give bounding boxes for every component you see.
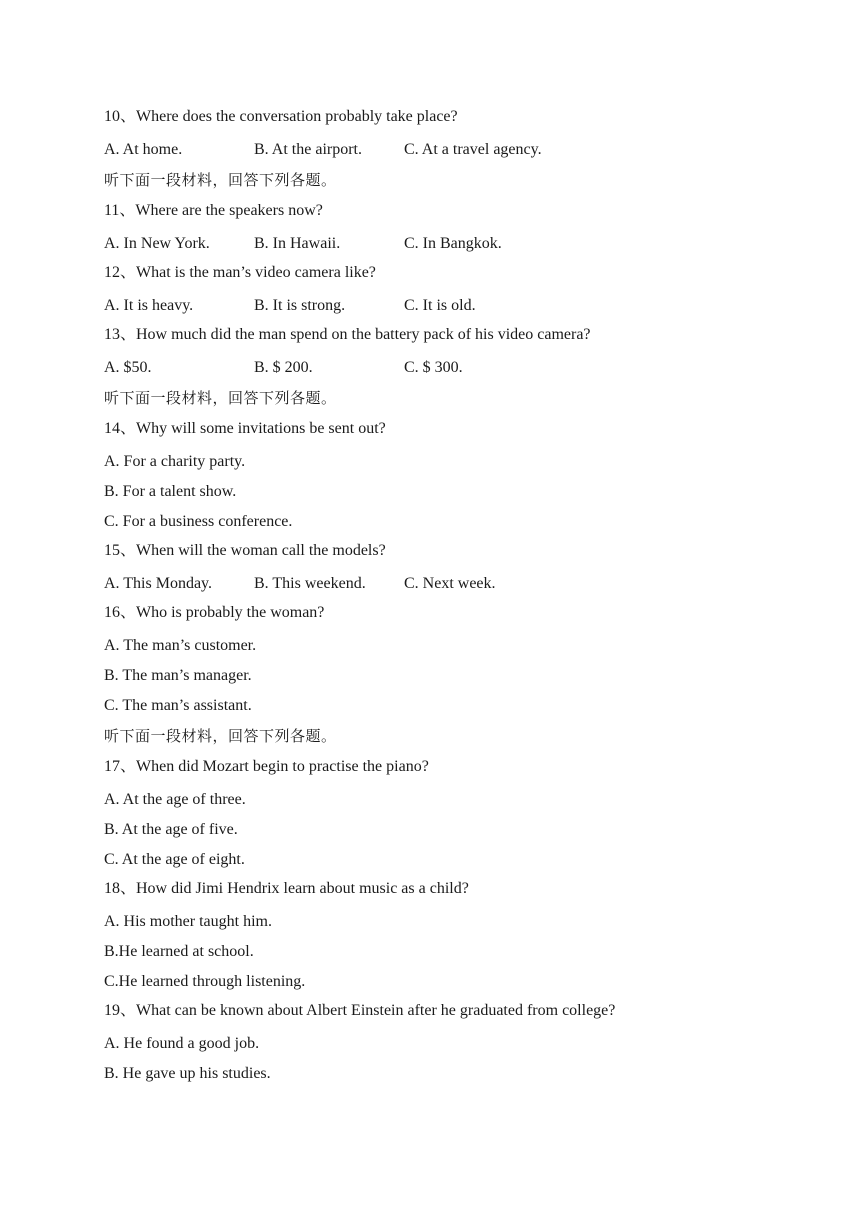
option-c: C. $ 300. — [404, 359, 463, 376]
option-b: B. For a talent show. — [104, 483, 237, 500]
option-a: A. At the age of three. — [104, 791, 246, 808]
option-b: B. This weekend. — [254, 575, 366, 592]
option-b: B. In Hawaii. — [254, 235, 341, 252]
question-13: 13、How much did the man spend on the battery pack of his video camera? — [104, 326, 591, 343]
options-10 — [104, 135, 804, 165]
question-16: 16、Who is probably the woman? — [104, 604, 325, 621]
question-11: 11、Where are the speakers now? — [104, 202, 323, 219]
option-a: A. $50. — [104, 359, 152, 376]
option-b: B. He gave up his studies. — [104, 1065, 271, 1082]
options-12 — [104, 291, 804, 321]
option-b: B. $ 200. — [254, 359, 313, 376]
option-a: A. This Monday. — [104, 575, 212, 592]
option-c: C. At the age of eight. — [104, 851, 245, 868]
option-a: A. At home. — [104, 141, 183, 158]
option-c: C. At a travel agency. — [404, 141, 542, 158]
section-instruction: 听下面一段材料，回答下列各题。 — [104, 727, 337, 745]
option-a: A. In New York. — [104, 235, 210, 252]
options-15 — [104, 569, 804, 599]
option-c: C.He learned through listening. — [104, 973, 306, 990]
option-c: C. For a business conference. — [104, 513, 293, 530]
option-c: C. Next week. — [404, 575, 496, 592]
question-12: 12、What is the man’s video camera like? — [104, 264, 376, 281]
option-c: C. The man’s assistant. — [104, 697, 252, 714]
option-a: A. The man’s customer. — [104, 637, 257, 654]
option-c: C. It is old. — [404, 297, 476, 314]
option-b: B.He learned at school. — [104, 943, 254, 960]
option-c: C. In Bangkok. — [404, 235, 502, 252]
options-11 — [104, 229, 804, 259]
option-a: A. His mother taught him. — [104, 913, 272, 930]
option-b: B. At the age of five. — [104, 821, 238, 838]
options-13 — [104, 353, 804, 383]
option-b: B. The man’s manager. — [104, 667, 252, 684]
question-18: 18、How did Jimi Hendrix learn about music as a child? — [104, 880, 469, 897]
option-a: A. It is heavy. — [104, 297, 194, 314]
question-15: 15、When will the woman call the models? — [104, 542, 386, 559]
question-19: 19、What can be known about Albert Einstein after he graduated from college? — [104, 1002, 616, 1019]
question-10: 10、Where does the conversation probably take place? — [104, 108, 458, 125]
section-instruction: 听下面一段材料，回答下列各题。 — [104, 171, 337, 189]
exam-page — [104, 103, 804, 1089]
question-14: 14、Why will some invitations be sent out? — [104, 420, 386, 437]
question-17: 17、When did Mozart begin to practise the piano? — [104, 758, 429, 775]
option-a: A. For a charity party. — [104, 453, 246, 470]
option-b: B. At the airport. — [254, 141, 362, 158]
section-instruction: 听下面一段材料，回答下列各题。 — [104, 389, 337, 407]
option-a: A. He found a good job. — [104, 1035, 260, 1052]
option-b: B. It is strong. — [254, 297, 346, 314]
